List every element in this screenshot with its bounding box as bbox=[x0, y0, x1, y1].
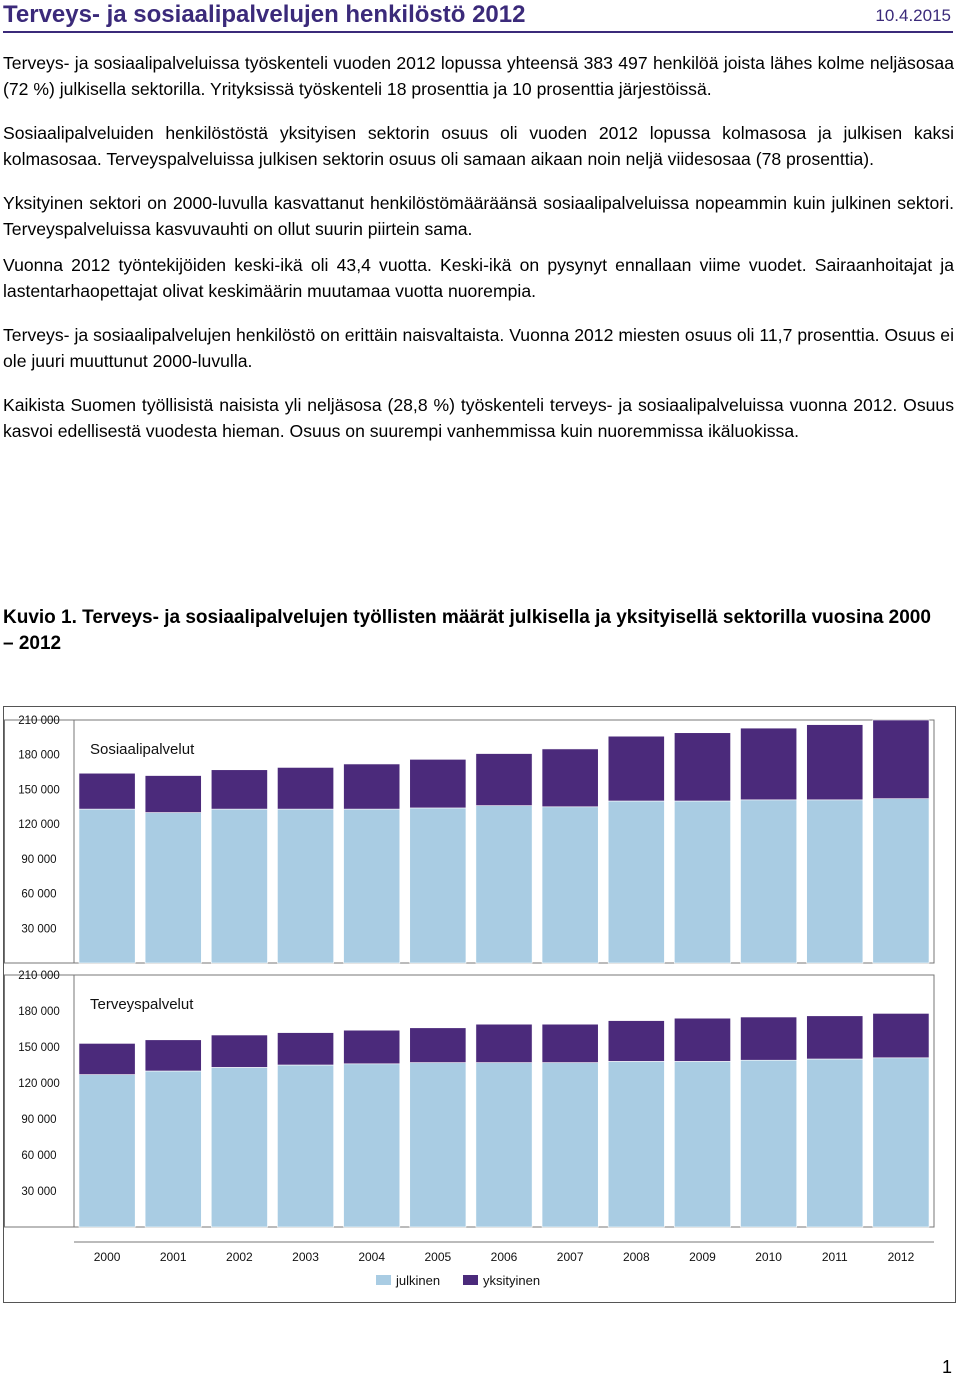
bar-yksityinen bbox=[674, 733, 730, 801]
x-tick-label: 2005 bbox=[424, 1250, 452, 1264]
bar-yksityinen bbox=[476, 1024, 532, 1062]
paragraph: Kaikista Suomen työllisistä naisista yli neljäsosa (28,8 %) työskenteli terveys- ja sosiaalipalveluissa vuonna 2012. Osuus kasvoi edellisestä vuodesta hieman. Osuus on suurempi vanhemmissa kuin nuoremmissa ikäluokissa. bbox=[3, 395, 954, 441]
bar-yksityinen bbox=[277, 767, 333, 809]
bar-yksityinen bbox=[79, 773, 135, 809]
legend-swatch-yksityinen bbox=[463, 1275, 478, 1285]
y-tick-label: 210 000 bbox=[18, 715, 60, 727]
bar-julkinen bbox=[344, 1064, 400, 1227]
y-tick-label: 60 000 bbox=[21, 1150, 57, 1162]
x-tick-label: 2007 bbox=[556, 1250, 584, 1264]
bar-julkinen bbox=[211, 809, 267, 963]
chart-title: Terveyspalvelut bbox=[90, 996, 194, 1013]
bar-yksityinen bbox=[344, 1030, 400, 1064]
x-tick-label: 2008 bbox=[622, 1250, 650, 1264]
bar-julkinen bbox=[79, 1075, 135, 1227]
x-tick-label: 2009 bbox=[689, 1250, 716, 1264]
bar-yksityinen bbox=[211, 770, 267, 809]
bar-julkinen bbox=[79, 809, 135, 963]
publish-date: 10.4.2015 bbox=[875, 6, 951, 25]
bar-yksityinen bbox=[542, 1024, 598, 1062]
bar-julkinen bbox=[674, 1061, 730, 1227]
bar-yksityinen bbox=[145, 776, 201, 813]
bar-yksityinen bbox=[741, 1017, 797, 1060]
bar-julkinen bbox=[277, 809, 333, 963]
bar-julkinen bbox=[344, 809, 400, 963]
header-rule bbox=[3, 31, 953, 33]
bar-julkinen bbox=[807, 1059, 863, 1227]
bar-julkinen bbox=[476, 1063, 532, 1227]
bar-yksityinen bbox=[873, 1013, 929, 1057]
legend-label: yksityinen bbox=[483, 1273, 541, 1288]
chart-panel-2 bbox=[5, 970, 935, 1227]
x-tick-label: 2006 bbox=[490, 1250, 518, 1264]
figure-caption: Kuvio 1. Terveys- ja sosiaalipalvelujen työllisten määrät julkisella ja yksityisellä sektorilla vuosina 2000 – 2012 bbox=[3, 607, 931, 654]
bar-yksityinen bbox=[277, 1033, 333, 1065]
bar-yksityinen bbox=[79, 1043, 135, 1074]
bar-julkinen bbox=[873, 799, 929, 963]
y-tick-label: 30 000 bbox=[21, 923, 57, 936]
bar-julkinen bbox=[873, 1058, 929, 1227]
bar-julkinen bbox=[476, 806, 532, 963]
bar-julkinen bbox=[608, 1061, 664, 1227]
bar-julkinen bbox=[277, 1065, 333, 1227]
bar-julkinen bbox=[410, 808, 466, 963]
y-tick-label: 60 000 bbox=[21, 888, 57, 901]
bar-yksityinen bbox=[476, 754, 532, 806]
bar-julkinen bbox=[145, 1071, 201, 1227]
chart-panel-1 bbox=[5, 715, 935, 963]
y-tick-label: 180 000 bbox=[18, 1006, 60, 1018]
y-tick-label: 90 000 bbox=[21, 1114, 57, 1126]
paragraph: Terveys- ja sosiaalipalvelujen henkilöstö on erittäin naisvaltaista. Vuonna 2012 miesten osuus oli 11,7 prosenttia. Osuus ei ole juuri muuttunut 2000-luvulla. bbox=[3, 325, 954, 371]
bar-yksityinen bbox=[807, 1016, 863, 1059]
bar-yksityinen bbox=[145, 1040, 201, 1071]
y-tick-label: 30 000 bbox=[21, 1186, 57, 1198]
paragraph: Terveys- ja sosiaalipalveluissa työskenteli vuoden 2012 lopussa yhteensä 383 497 henkilöä joista lähes kolme neljäsosaa (72 %) julkisella sektorilla. Yrityksissä työskenteli 18 prosenttia ja 10 prosenttia järjestöissä. bbox=[3, 53, 954, 99]
x-tick-label: 2002 bbox=[226, 1250, 253, 1264]
y-tick-label: 120 000 bbox=[18, 1078, 60, 1090]
paragraph: Yksityinen sektori on 2000-luvulla kasvattanut henkilöstömääräänsä sosiaalipalveluissa nopeammin kuin julkinen sektori. Terveyspalveluissa kasvuvauhti on ollut suurin piirtein sama. bbox=[3, 193, 954, 239]
y-tick-label: 90 000 bbox=[21, 853, 57, 866]
bar-yksityinen bbox=[873, 720, 929, 799]
legend-label: julkinen bbox=[396, 1273, 441, 1288]
page-header bbox=[3, 0, 951, 30]
article-body bbox=[3, 50, 954, 462]
bar-yksityinen bbox=[608, 736, 664, 801]
bar-yksityinen bbox=[741, 728, 797, 800]
x-tick-label: 2003 bbox=[292, 1250, 319, 1264]
x-tick-label: 2001 bbox=[159, 1250, 187, 1264]
bar-yksityinen bbox=[410, 1028, 466, 1063]
bar-julkinen bbox=[542, 807, 598, 963]
bar-julkinen bbox=[741, 800, 797, 963]
legend-swatch-julkinen bbox=[376, 1275, 391, 1285]
y-tick-label: 150 000 bbox=[18, 1042, 60, 1054]
x-tick-label: 2012 bbox=[887, 1250, 915, 1264]
x-tick-label: 2011 bbox=[821, 1250, 848, 1264]
bar-julkinen bbox=[807, 800, 863, 963]
figure-box bbox=[3, 706, 956, 1303]
legend bbox=[376, 1273, 540, 1288]
bar-julkinen bbox=[741, 1060, 797, 1227]
bar-yksityinen bbox=[674, 1018, 730, 1061]
bar-yksityinen bbox=[410, 759, 466, 808]
bar-yksityinen bbox=[542, 749, 598, 807]
chart-title: Sosiaalipalvelut bbox=[90, 741, 195, 758]
bar-julkinen bbox=[542, 1063, 598, 1227]
y-tick-label: 120 000 bbox=[18, 819, 60, 832]
bar-julkinen bbox=[211, 1067, 267, 1227]
y-tick-label: 150 000 bbox=[18, 784, 60, 797]
page-title: Terveys- ja sosiaalipalvelujen henkilöstö 2012 bbox=[3, 1, 526, 28]
x-tick-label: 2010 bbox=[755, 1250, 782, 1264]
paragraph: Sosiaalipalveluiden henkilöstöstä yksityisen sektorin osuus oli vuoden 2012 lopussa kolmasosa ja julkisen kaksi kolmasosaa. Terveyspalveluissa julkisen sektorin osuus oli samaan aikaan noin neljä viidesosaa (78 prosenttia). bbox=[3, 123, 954, 169]
bar-yksityinen bbox=[807, 725, 863, 800]
bar-julkinen bbox=[410, 1063, 466, 1227]
x-tick-label: 2000 bbox=[93, 1250, 121, 1264]
bar-yksityinen bbox=[211, 1035, 267, 1067]
y-tick-label: 180 000 bbox=[18, 749, 60, 762]
bar-yksityinen bbox=[344, 764, 400, 809]
bar-yksityinen bbox=[608, 1021, 664, 1062]
bar-julkinen bbox=[145, 813, 201, 963]
bar-julkinen bbox=[608, 801, 664, 963]
stacked-bar-charts bbox=[4, 707, 955, 1302]
page-number: 1 bbox=[941, 1357, 952, 1377]
x-tick-label: 2004 bbox=[358, 1250, 386, 1264]
paragraph: Vuonna 2012 työntekijöiden keski-ikä oli 43,4 vuotta. Keski-ikä on pysynyt ennallaan viime vuodet. Sairaanhoitajat ja lastentarhaopettajat olivat keskimäärin muutamaa vuotta nuorempia. bbox=[3, 255, 954, 301]
y-tick-label: 210 000 bbox=[18, 970, 60, 982]
bar-julkinen bbox=[674, 801, 730, 963]
